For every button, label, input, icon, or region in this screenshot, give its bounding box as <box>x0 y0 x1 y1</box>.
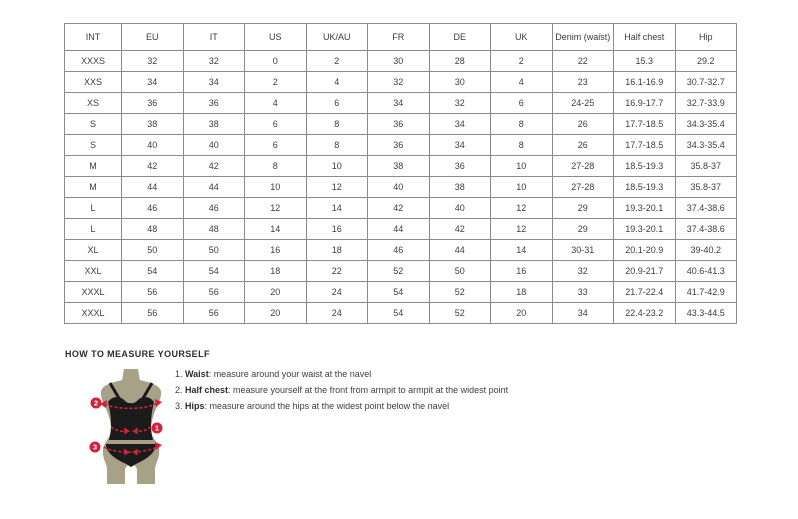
size-cell: L <box>65 219 122 240</box>
measure-heading: HOW TO MEASURE YOURSELF <box>65 349 210 359</box>
size-cell: 50 <box>122 240 184 261</box>
step-text: : measure around your waist at the navel <box>208 369 372 379</box>
size-cell: 2 <box>491 51 553 72</box>
size-cell: 46 <box>122 198 184 219</box>
size-cell: 54 <box>122 261 184 282</box>
size-cell: 12 <box>491 219 553 240</box>
size-cell: 34 <box>552 303 614 324</box>
measure-illustration <box>80 367 182 487</box>
size-cell: 22 <box>552 51 614 72</box>
step-label: Waist <box>185 369 209 379</box>
size-chart-table <box>64 23 737 324</box>
column-header: DE <box>429 24 491 51</box>
size-cell: 52 <box>429 303 491 324</box>
column-header: Half chest <box>614 24 676 51</box>
marker-waist-label: 1 <box>154 423 160 433</box>
size-cell: 50 <box>429 261 491 282</box>
size-cell: 36 <box>183 93 245 114</box>
size-cell: 42 <box>368 198 430 219</box>
size-cell: 8 <box>306 114 368 135</box>
size-cell: 24-25 <box>552 93 614 114</box>
step-number: 3. <box>175 401 186 411</box>
size-cell: 24 <box>306 282 368 303</box>
table-row <box>65 261 737 282</box>
size-cell: 10 <box>491 177 553 198</box>
table-row <box>65 240 737 261</box>
size-cell: XXXS <box>65 51 122 72</box>
step-text: : measure around the hips at the widest point below the navel <box>204 401 450 411</box>
size-cell: 46 <box>183 198 245 219</box>
marker-hips-label: 3 <box>92 442 98 452</box>
size-cell: 18.5-19.3 <box>614 177 676 198</box>
measure-steps-list <box>175 370 508 418</box>
size-cell: 6 <box>306 93 368 114</box>
column-header: UK/AU <box>306 24 368 51</box>
size-cell: 2 <box>306 51 368 72</box>
table-row <box>65 135 737 156</box>
column-header: Hip <box>675 24 737 51</box>
size-cell: 41.7-42.9 <box>675 282 737 303</box>
step-label: Hips <box>185 401 205 411</box>
table-row <box>65 177 737 198</box>
table-row <box>65 282 737 303</box>
size-cell: 37.4-38.6 <box>675 198 737 219</box>
size-cell: 52 <box>368 261 430 282</box>
size-cell: 33 <box>552 282 614 303</box>
size-cell: 18.5-19.3 <box>614 156 676 177</box>
table-row <box>65 303 737 324</box>
column-header: Denim (waist) <box>552 24 614 51</box>
size-cell: 35.8-37 <box>675 177 737 198</box>
size-cell: S <box>65 135 122 156</box>
size-cell: 16.1-16.9 <box>614 72 676 93</box>
size-cell: 26 <box>552 114 614 135</box>
size-cell: 44 <box>429 240 491 261</box>
step-item <box>175 402 508 411</box>
size-cell: 43.3-44.5 <box>675 303 737 324</box>
size-cell: 48 <box>122 219 184 240</box>
size-cell: 29.2 <box>675 51 737 72</box>
size-cell: 34 <box>183 72 245 93</box>
size-cell: 35.8-37 <box>675 156 737 177</box>
size-cell: 34.3-35.4 <box>675 114 737 135</box>
size-cell: 14 <box>245 219 307 240</box>
step-item <box>175 386 508 395</box>
size-cell: 40 <box>368 177 430 198</box>
size-cell: 42 <box>429 219 491 240</box>
size-chart-body <box>65 51 737 324</box>
step-number: 2. <box>175 385 186 395</box>
size-cell: 30 <box>368 51 430 72</box>
size-cell: 32.7-33.9 <box>675 93 737 114</box>
size-cell: 34 <box>122 72 184 93</box>
size-chart-header <box>65 24 737 51</box>
size-cell: 15.3 <box>614 51 676 72</box>
size-cell: 6 <box>245 114 307 135</box>
size-cell: 10 <box>245 177 307 198</box>
size-cell: 40 <box>122 135 184 156</box>
table-row <box>65 198 737 219</box>
size-cell: 16.9-17.7 <box>614 93 676 114</box>
step-text: : measure yourself at the front from armpit to armpit at the widest point <box>228 385 509 395</box>
size-cell: 14 <box>491 240 553 261</box>
size-cell: 8 <box>491 114 553 135</box>
step-item <box>175 370 508 379</box>
table-row <box>65 72 737 93</box>
size-cell: XXXL <box>65 282 122 303</box>
size-cell: 39-40.2 <box>675 240 737 261</box>
size-cell: 19.3-20.1 <box>614 219 676 240</box>
marker-half-chest <box>91 398 102 409</box>
size-cell: 38 <box>122 114 184 135</box>
size-cell: 32 <box>429 93 491 114</box>
size-cell: 17.7-18.5 <box>614 135 676 156</box>
size-cell: 34 <box>429 135 491 156</box>
size-cell: 4 <box>306 72 368 93</box>
table-row <box>65 219 737 240</box>
size-cell: 18 <box>306 240 368 261</box>
size-cell: 10 <box>491 156 553 177</box>
size-cell: XL <box>65 240 122 261</box>
size-cell: 40 <box>429 198 491 219</box>
size-cell: 29 <box>552 219 614 240</box>
size-cell: 54 <box>368 282 430 303</box>
size-cell: 14 <box>306 198 368 219</box>
size-chart-section <box>64 23 737 324</box>
size-cell: 36 <box>368 114 430 135</box>
size-cell: 8 <box>491 135 553 156</box>
size-cell: 48 <box>183 219 245 240</box>
size-cell: 4 <box>245 93 307 114</box>
size-cell: 32 <box>183 51 245 72</box>
size-cell: 20.9-21.7 <box>614 261 676 282</box>
size-cell: 36 <box>368 135 430 156</box>
size-cell: 44 <box>183 177 245 198</box>
size-cell: 37.4-38.6 <box>675 219 737 240</box>
size-cell: 56 <box>122 282 184 303</box>
size-cell: 22.4-23.2 <box>614 303 676 324</box>
size-cell: 46 <box>368 240 430 261</box>
column-header: UK <box>491 24 553 51</box>
size-cell: 18 <box>491 282 553 303</box>
size-cell: 32 <box>552 261 614 282</box>
size-cell: 8 <box>245 156 307 177</box>
size-cell: M <box>65 177 122 198</box>
size-cell: 44 <box>368 219 430 240</box>
size-cell: 21.7-22.4 <box>614 282 676 303</box>
size-cell: XXS <box>65 72 122 93</box>
table-row <box>65 156 737 177</box>
size-cell: 56 <box>122 303 184 324</box>
column-header: INT <box>65 24 122 51</box>
size-cell: 32 <box>368 72 430 93</box>
size-cell: 34 <box>368 93 430 114</box>
size-cell: 26 <box>552 135 614 156</box>
size-cell: 10 <box>306 156 368 177</box>
size-cell: 27-28 <box>552 177 614 198</box>
size-cell: 40.6-41.3 <box>675 261 737 282</box>
size-cell: 50 <box>183 240 245 261</box>
size-cell: 42 <box>122 156 184 177</box>
column-header: FR <box>368 24 430 51</box>
size-cell: 30.7-32.7 <box>675 72 737 93</box>
size-cell: 6 <box>245 135 307 156</box>
size-cell: 12 <box>491 198 553 219</box>
size-cell: 54 <box>183 261 245 282</box>
size-cell: 24 <box>306 303 368 324</box>
size-cell: L <box>65 198 122 219</box>
size-cell: 36 <box>429 156 491 177</box>
size-cell: 22 <box>306 261 368 282</box>
size-cell: 28 <box>429 51 491 72</box>
size-cell: 30 <box>429 72 491 93</box>
size-cell: 52 <box>429 282 491 303</box>
size-cell: 20.1-20.9 <box>614 240 676 261</box>
size-cell: 12 <box>245 198 307 219</box>
size-cell: 29 <box>552 198 614 219</box>
size-cell: XXL <box>65 261 122 282</box>
size-cell: 30-31 <box>552 240 614 261</box>
size-cell: 20 <box>491 303 553 324</box>
table-row <box>65 51 737 72</box>
size-cell: 2 <box>245 72 307 93</box>
size-cell: 16 <box>491 261 553 282</box>
size-cell: 8 <box>306 135 368 156</box>
size-cell: 4 <box>491 72 553 93</box>
column-header: IT <box>183 24 245 51</box>
size-cell: 38 <box>183 114 245 135</box>
size-cell: 32 <box>122 51 184 72</box>
size-cell: 38 <box>429 177 491 198</box>
size-cell: 20 <box>245 303 307 324</box>
size-cell: 40 <box>183 135 245 156</box>
size-cell: 42 <box>183 156 245 177</box>
size-cell: XXXL <box>65 303 122 324</box>
size-cell: 17.7-18.5 <box>614 114 676 135</box>
size-cell: 36 <box>122 93 184 114</box>
marker-half-chest-label: 2 <box>93 398 99 408</box>
size-cell: 23 <box>552 72 614 93</box>
size-cell: 54 <box>368 303 430 324</box>
table-row <box>65 93 737 114</box>
size-cell: S <box>65 114 122 135</box>
size-cell: 20 <box>245 282 307 303</box>
size-cell: 38 <box>368 156 430 177</box>
size-cell: 12 <box>306 177 368 198</box>
marker-hips <box>90 442 101 453</box>
size-cell: 27-28 <box>552 156 614 177</box>
size-cell: 16 <box>245 240 307 261</box>
size-cell: 18 <box>245 261 307 282</box>
column-header: EU <box>122 24 184 51</box>
table-row <box>65 114 737 135</box>
size-cell: 34.3-35.4 <box>675 135 737 156</box>
marker-waist <box>152 423 163 434</box>
size-cell: 0 <box>245 51 307 72</box>
header-row <box>65 24 737 51</box>
step-number: 1. <box>175 369 186 379</box>
size-cell: 34 <box>429 114 491 135</box>
size-cell: M <box>65 156 122 177</box>
size-cell: 19.3-20.1 <box>614 198 676 219</box>
size-cell: 56 <box>183 303 245 324</box>
size-cell: 44 <box>122 177 184 198</box>
size-cell: 56 <box>183 282 245 303</box>
column-header: US <box>245 24 307 51</box>
size-cell: XS <box>65 93 122 114</box>
size-cell: 6 <box>491 93 553 114</box>
step-label: Half chest <box>185 385 229 395</box>
size-cell: 16 <box>306 219 368 240</box>
